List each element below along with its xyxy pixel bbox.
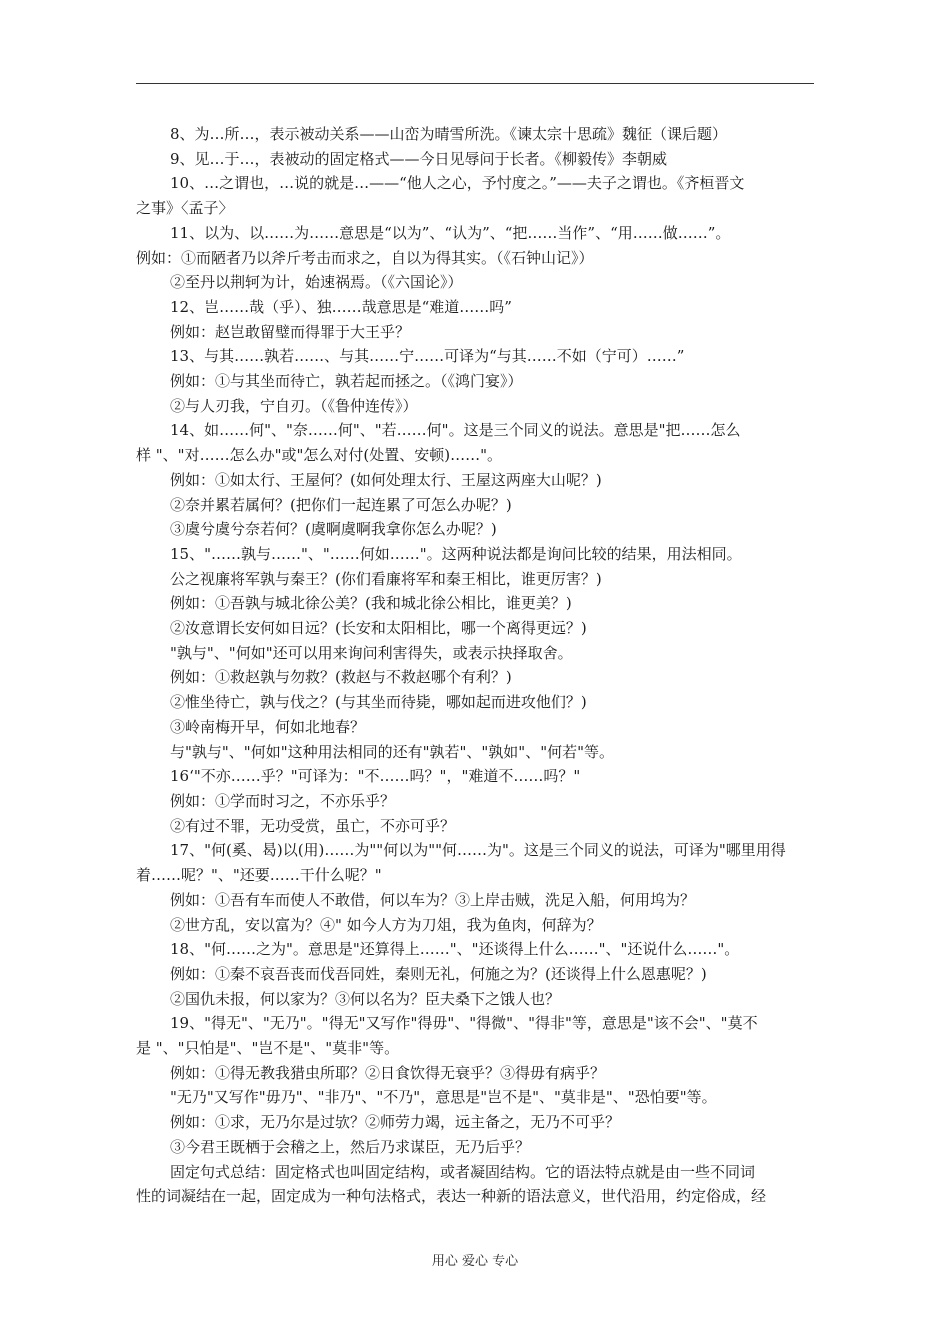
text-line: 例如：①得无教我猎虫所耶？②日食饮得无衰乎？③得毋有病乎？ xyxy=(170,1063,606,1082)
text-line: 例如：①如太行、王屋何？(如何处理太行、王屋这两座大山呢？) xyxy=(170,470,602,489)
text-line: ②有过不罪，无功受赏，虽亡，不亦可乎？ xyxy=(170,816,456,835)
text-line: 例如：①而陋者乃以斧斤考击而求之，自以为得其实。（《石钟山记》） xyxy=(136,248,594,267)
text-line: ②至丹以荆轲为计，始速祸焉。（《六国论》） xyxy=(170,273,463,292)
header-rule xyxy=(136,83,814,84)
text-line: 例如：①学而时习之，不亦乐乎？ xyxy=(170,791,396,810)
text-line: 样 "、"对……怎么办"或"怎么对付(处置、安顿)……"。 xyxy=(136,446,502,465)
text-line: 19、"得无"、"无乃"。"得无"又写作"得毋"、"得微"、"得非"等，意思是"该不会"、"莫不 xyxy=(170,1014,758,1033)
text-line: 17、"何(奚、曷)以(用)……为""何以为""何……为"。这是三个同义的说法，可译为"哪里用得 xyxy=(170,841,786,860)
text-line: "无乃"又写作"毋乃"、"非乃"、"不乃"，意思是"岂不是"、"莫非是"、"恐怕要"等。 xyxy=(170,1088,717,1107)
text-line: ②惟坐待亡，孰与伐之？(与其坐而待毙，哪如起而进攻他们？) xyxy=(170,693,587,712)
page-footer: 用心 爱心 专心 xyxy=(431,1254,519,1269)
text-line: 例如：①救赵孰与勿救？(救赵与不救赵哪个有利？) xyxy=(170,668,512,687)
text-line: 公之视廉将军孰与秦王？(你们看廉将军和秦王相比，谁更厉害？) xyxy=(170,569,602,588)
text-line: 是 "、"只怕是"、"岂不是"、"莫非"等。 xyxy=(136,1039,400,1058)
text-line: 着……呢？"、"还要……干什么呢？" xyxy=(136,866,382,885)
text-line: 18、"何……之为"。意思是"还算得上……"、"还谈得上什么……"、"还说什么……"。 xyxy=(170,940,740,959)
text-line: 11、以为、以……为……意思是“以为”、“认为”、“把……当作”、“用……做……”。 xyxy=(170,223,731,242)
text-line: ②汝意谓长安何如日远？(长安和太阳相比，哪一个离得更远？) xyxy=(170,619,587,638)
text-line: 例如：①吾孰与城北徐公美？(我和城北徐公相比，谁更美？) xyxy=(170,594,572,613)
text-line: ③今君王既栖于会稽之上，然后乃求谋臣，无乃后乎？ xyxy=(170,1137,531,1156)
text-line: 性的词凝结在一起，固定成为一种句法格式，表达一种新的语法意义，世代沿用，约定俗成，经 xyxy=(136,1187,767,1206)
text-line: 例如：①秦不哀吾丧而伐吾同姓，秦则无礼，何施之为？(还谈得上什么恩惠呢？) xyxy=(170,964,707,983)
text-line: 固定句式总结：固定格式也叫固定结构，或者凝固结构。它的语法特点就是由一些不同词 xyxy=(170,1162,756,1181)
text-line: 与"孰与"、"何如"这种用法相同的还有"孰若"、"孰如"、"何若"等。 xyxy=(170,742,614,761)
text-line: 15、"……孰与……"、"……何如……"。这两种说法都是询问比较的结果，用法相同。 xyxy=(170,544,742,563)
text-line: ②与人刃我，宁自刃。（《鲁仲连传》） xyxy=(170,396,418,415)
text-line: 16‘"不亦……乎？"可译为："不……吗？"，"难道不……吗？" xyxy=(170,767,581,786)
text-line: 例如：①与其坐而待亡，孰若起而拯之。（《鸿门宴》） xyxy=(170,372,523,391)
text-line: ③虞兮虞兮奈若何？(虞啊虞啊我拿你怎么办呢？) xyxy=(170,520,497,539)
text-line: 之事》〈孟子〉 xyxy=(136,199,234,218)
text-line: ②世方乱，安以富为？④" 如今人方为刀俎，我为鱼肉，何辞为？ xyxy=(170,915,602,934)
document-body xyxy=(136,122,816,1209)
text-line: ③岭南梅开早，何如北地春？ xyxy=(170,717,366,736)
text-line: 14、如……何"、"奈……何"、"若……何"。这是三个同义的说法。意思是"把……怎么 xyxy=(170,421,741,440)
text-line: 9、见…于…，表被动的固定格式——今日见辱问于长者。《柳毅传》李朝威 xyxy=(170,149,668,168)
text-line: ②奈并累若属何？(把你们一起连累了可怎么办呢？) xyxy=(170,495,512,514)
text-line: 12、岂……哉（乎）、独……哉意思是“难道……吗” xyxy=(170,297,512,316)
text-line: 例如：赵岂敢留璧而得罪于大王乎？ xyxy=(170,322,411,341)
text-line: 13、与其……孰若……、与其……宁……可译为“与其……不如（宁可）……” xyxy=(170,347,685,366)
text-line: 8、为…所…，表示被动关系——山峦为晴雪所洗。《谏太宗十思疏》魏征（课后题） xyxy=(170,125,728,143)
text-line: 10、…之谓也，…说的就是…——“他人之心，予忖度之。”——夫子之谓也。《齐桓晋文 xyxy=(170,174,745,193)
text-line: 例如：①吾有车而使人不敢借，何以车为？③上岸击贼，洗足入船，何用坞为？ xyxy=(170,890,696,909)
text-line: ②国仇未报，何以家为？③何以名为？臣夫桑下之饿人也？ xyxy=(170,989,561,1008)
text-line: 例如：①求，无乃尔是过欤？②师劳力竭，远主备之，无乃不可乎？ xyxy=(170,1113,621,1132)
text-line: "孰与"、"何如"还可以用来询问利害得失，或表示抉择取舍。 xyxy=(170,643,573,662)
